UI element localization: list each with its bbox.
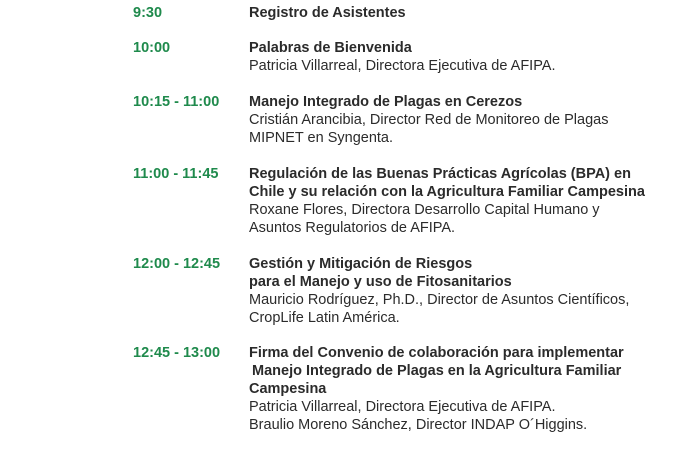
agenda-title: para el Manejo y uso de Fitosanitarios [249,274,512,290]
agenda-content [249,39,689,75]
agenda-speaker: MIPNET en Syngenta. [249,130,394,146]
agenda-speaker: CropLife Latin América. [249,310,400,326]
agenda-title: Firma del Convenio de colaboración para implementar [249,345,624,361]
agenda-time: 10:00 [133,40,171,56]
agenda-content [249,344,689,434]
agenda-speaker: Patricia Villarreal, Directora Ejecutiva de AFIPA. [249,399,556,415]
agenda-content [249,4,689,22]
agenda-speaker: Braulio Moreno Sánchez, Director INDAP O´Higgins. [249,417,588,433]
agenda-speaker: Mauricio Rodríguez, Ph.D., Director de Asuntos Científicos, [249,292,630,308]
agenda-title: Palabras de Bienvenida [249,40,412,56]
agenda-speaker: Patricia Villarreal, Directora Ejecutiva de AFIPA. [249,58,556,74]
agenda-title: Campesina [249,381,327,397]
agenda-time: 10:15 - 11:00 [133,94,220,110]
agenda-title: Regulación de las Buenas Prácticas Agrícolas (BPA) en [249,166,631,182]
agenda-content [249,93,689,147]
agenda-title: Manejo Integrado de Plagas en la Agricultura Familiar [252,363,622,379]
agenda-time: 9:30 [133,5,163,21]
agenda-time: 12:45 - 13:00 [133,345,221,361]
agenda-content [249,165,689,237]
agenda-speaker: Cristián Arancibia, Director Red de Monitoreo de Plagas [249,112,609,128]
agenda-speaker: Roxane Flores, Directora Desarrollo Capital Humano y [249,202,600,218]
agenda-title: Manejo Integrado de Plagas en Cerezos [249,94,523,110]
agenda-title: Registro de Asistentes [249,5,406,21]
agenda-title: Gestión y Mitigación de Riesgos [249,256,473,272]
agenda-content [249,255,689,327]
agenda-title: Chile y su relación con la Agricultura Familiar Campesina [249,184,645,200]
agenda-time: 11:00 - 11:45 [133,166,219,182]
agenda-time: 12:00 - 12:45 [133,256,221,272]
agenda-speaker: Asuntos Regulatorios de AFIPA. [249,220,456,236]
